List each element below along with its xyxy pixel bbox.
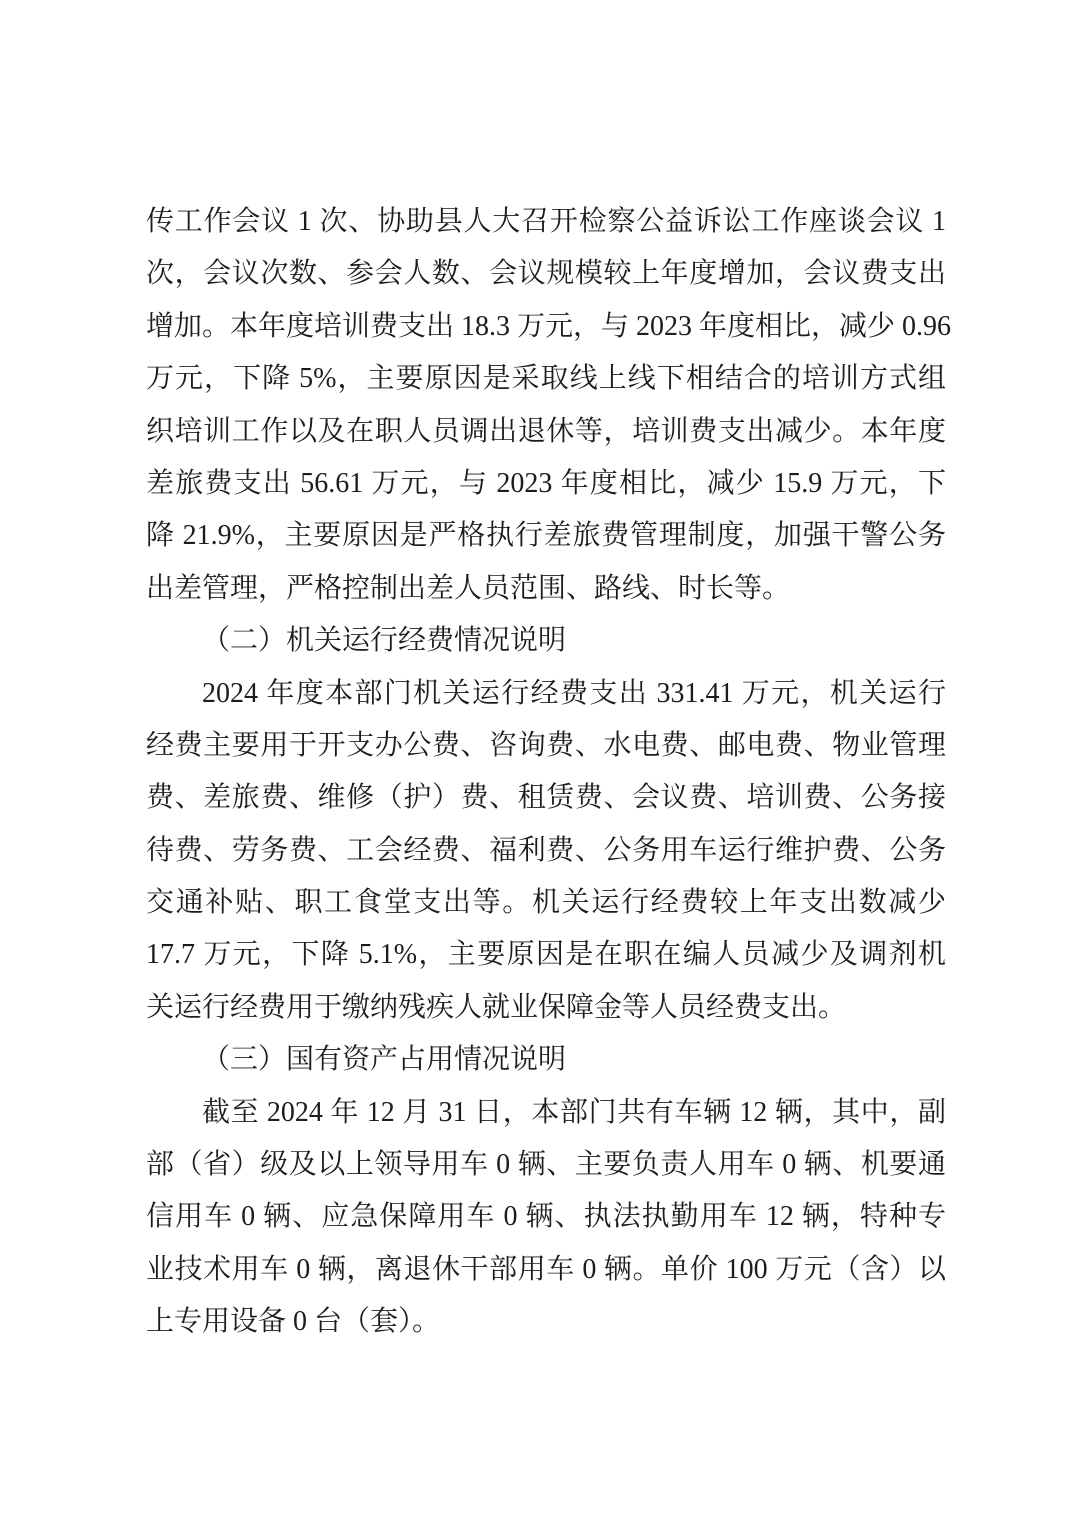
text-line: 织培训工作以及在职人员调出退休等，培训费支出减少。本年度 <box>146 415 946 447</box>
text-line: 传工作会议 1 次、协助县人大召开检察公益诉讼工作座谈会议 1 <box>146 206 946 237</box>
paragraph-state-assets-details <box>146 1087 946 1349</box>
text-line: 费、差旅费、维修（护）费、租赁费、会议费、培训费、公务接 <box>146 782 946 814</box>
text-line: 增加。本年度培训费支出 18.3 万元，与 2023 年度相比，减少 0.96 <box>146 310 952 342</box>
text-line: 出差管理，严格控制出差人员范围、路线、时长等。 <box>146 572 791 604</box>
document-text-block <box>146 196 952 1349</box>
text-line: 17.7 万元，下降 5.1%，主要原因是在职在编人员减少及调剂机 <box>146 939 946 971</box>
text-line: 次，会议次数、参会人数、会议规模较上年度增加，会议费支出 <box>146 258 946 290</box>
text-line: 差旅费支出 56.61 万元，与 2023 年度相比，减少 15.9 万元，下 <box>146 467 946 499</box>
paragraph-meeting-training-travel-expenses <box>146 196 952 615</box>
text-line: 业技术用车 0 辆，离退休干部用车 0 辆。单价 100 万元（含）以 <box>146 1253 946 1285</box>
text-line: 信用车 0 辆、应急保障用车 0 辆、执法执勤用车 12 辆，特种专 <box>146 1201 946 1233</box>
text-line: 关运行经费用于缴纳残疾人就业保障金等人员经费支出。 <box>146 991 847 1023</box>
section-heading-state-assets: （三）国有资产占用情况说明 <box>202 1044 567 1076</box>
text-line: 待费、劳务费、工会经费、福利费、公务用车运行维护费、公务 <box>146 834 946 866</box>
text-line: 万元，下降 5%，主要原因是采取线上线下相结合的培训方式组 <box>146 363 946 395</box>
section-operating-funds <box>146 615 946 667</box>
text-line: 经费主要用于开支办公费、咨询费、水电费、邮电费、物业管理 <box>146 729 946 761</box>
text-line: 截至 2024 年 12 月 31 日，本部门共有车辆 12 辆，其中，副 <box>202 1096 946 1128</box>
text-line: 2024 年度本部门机关运行经费支出 331.41 万元，机关运行 <box>202 677 946 709</box>
section-state-assets <box>146 1034 946 1086</box>
text-line: 交通补贴、职工食堂支出等。机关运行经费较上年支出数减少 <box>146 887 946 919</box>
text-line: 上专用设备 0 台（套）。 <box>146 1306 441 1338</box>
paragraph-operating-funds-details <box>146 668 946 1035</box>
section-heading-operating-funds: （二）机关运行经费情况说明 <box>202 625 567 657</box>
text-line: 部（省）级及以上领导用车 0 辆、主要负责人用车 0 辆、机要通 <box>146 1149 946 1181</box>
text-line: 降 21.9%，主要原因是严格执行差旅费管理制度，加强干警公务 <box>146 520 946 552</box>
